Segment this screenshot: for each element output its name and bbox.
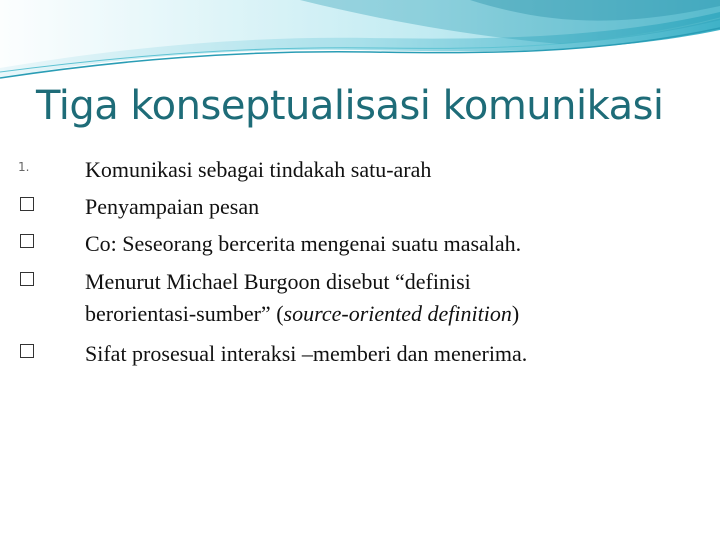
number-marker: 1. [18,160,30,174]
list-item-text: Penyampaian pesan [85,194,260,219]
slide-title: Tiga konseptualisasi komunikasi [36,83,664,129]
checkbox-bullet-icon [20,344,34,358]
list-item-text: Co: Seseorang bercerita mengenai suatu masalah. [85,231,522,256]
item-text-italic: source-oriented definition [283,301,512,326]
checkbox-bullet-icon [20,197,34,211]
list-item-text: Komunikasi sebagai tindakah satu-arah [85,157,432,182]
item-text-line1: Menurut Michael Burgoon disebut “definisi [85,269,471,294]
item-text-end: ) [511,301,520,326]
checkbox-bullet-icon [20,234,34,248]
list-item-text: Sifat prosesual interaksi –memberi dan menerima. [85,341,528,366]
list-item-text [85,266,685,330]
item-text-line2: berorientasi-sumber” ( [85,301,284,326]
checkbox-bullet-icon [20,272,34,286]
